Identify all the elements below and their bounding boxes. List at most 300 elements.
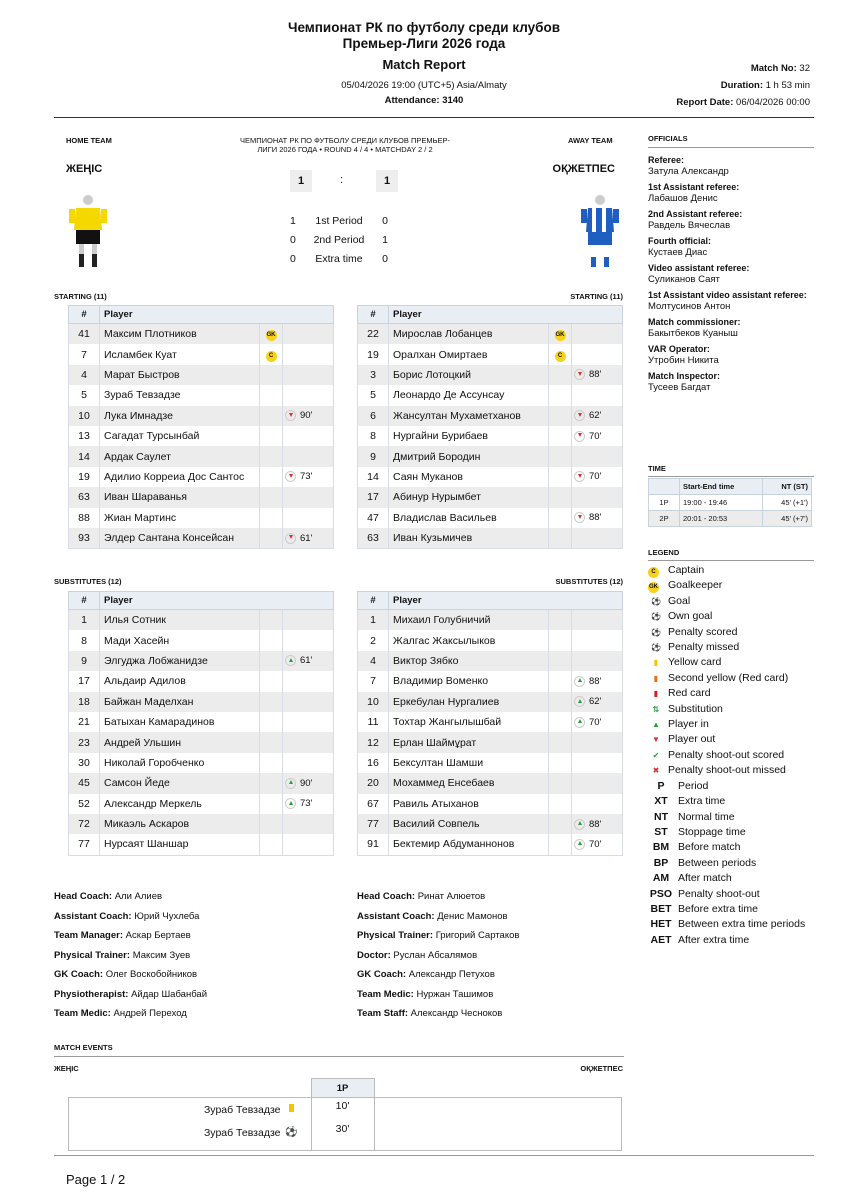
player-name: Дмитрий Бородин	[389, 446, 549, 466]
subs-home-label: SUBSTITUTES (12)	[54, 577, 122, 586]
player-number: 72	[69, 814, 100, 834]
legend-text: Substitution	[668, 702, 723, 715]
player-name: Михаил Голубничий	[389, 610, 549, 631]
col-player-header: Player	[389, 306, 623, 324]
events-spacer	[69, 1144, 312, 1151]
player-event	[572, 732, 623, 752]
goalkeeper-icon: GK	[266, 330, 277, 341]
legend-text: Goal	[668, 594, 691, 607]
event-minute: 61'	[300, 655, 313, 667]
events-header-row	[69, 1079, 622, 1098]
player-event	[283, 814, 334, 834]
player-mark	[260, 712, 283, 732]
table-row	[69, 671, 334, 691]
official-role: Fourth official:	[648, 236, 711, 246]
staff-name: Денис Мамонов	[437, 910, 508, 922]
event-minute: 61'	[300, 532, 313, 544]
table-row	[358, 324, 623, 345]
page-number: Page 1 / 2	[66, 1172, 126, 1187]
player-event	[572, 773, 623, 793]
period-home-score: 1	[290, 215, 296, 227]
captain-icon: C	[266, 351, 277, 362]
player-in-icon	[285, 655, 296, 666]
abbr-bm: BM	[652, 841, 670, 854]
table-row	[69, 712, 334, 732]
player-event	[572, 753, 623, 773]
time-header-row	[649, 479, 812, 495]
match-datetime: 05/04/2026 19:00 (UTC+5) Asia/Almaty	[341, 80, 507, 91]
player-number: 10	[69, 406, 100, 426]
player-mark	[260, 344, 283, 364]
official-name: Затула Александр	[648, 166, 729, 177]
period-away-score: 0	[382, 215, 388, 227]
player-number: 77	[69, 834, 100, 855]
event-minute: 62'	[589, 696, 602, 708]
player-mark	[549, 753, 572, 773]
player-mark	[260, 753, 283, 773]
player-name: Жансултан Мухаметханов	[389, 406, 549, 426]
player-out-icon	[574, 471, 585, 482]
event-minute: 70'	[589, 471, 602, 483]
legend-list	[648, 563, 818, 948]
period-home-score: 0	[290, 253, 296, 265]
official-role: 1st Assistant referee:	[648, 182, 740, 192]
staff-name: Максим Зуев	[132, 949, 191, 961]
home-kit-icon	[66, 192, 110, 272]
player-event	[572, 508, 623, 528]
player-event	[283, 528, 334, 549]
time-period: 1P	[649, 495, 680, 511]
legend-text: Captain	[668, 564, 705, 576]
time-row	[649, 511, 812, 527]
legend-item	[648, 933, 818, 948]
event-minute: 10'	[311, 1098, 374, 1122]
staff-role: Team Medic:	[54, 1008, 111, 1019]
col-number-header: #	[69, 306, 100, 324]
player-number: 47	[358, 508, 389, 528]
player-number: 16	[358, 753, 389, 773]
player-event	[283, 365, 334, 385]
player-mark	[549, 651, 572, 671]
player-out-icon	[285, 533, 296, 544]
player-in-icon	[574, 676, 585, 687]
player-out-icon	[574, 410, 585, 421]
player-number: 63	[358, 528, 389, 549]
official-role: 2nd Assistant referee:	[648, 209, 743, 219]
col-number-header: #	[69, 592, 100, 610]
player-mark	[549, 814, 572, 834]
event-away-cell	[374, 1121, 622, 1144]
legend-divider	[648, 560, 814, 561]
table-row	[69, 692, 334, 712]
legend-item	[648, 810, 818, 825]
legend-item	[648, 686, 818, 701]
events-home-team: ЖЕҢІС	[54, 1064, 79, 1073]
table-row	[358, 692, 623, 712]
player-mark	[260, 671, 283, 691]
player-in-icon: ▲	[652, 720, 660, 730]
official-name: Суликанов Саят	[648, 274, 720, 285]
starting-away-label: STARTING (11)	[570, 292, 623, 301]
player-number: 20	[358, 773, 389, 793]
legend-text: Penalty scored	[668, 625, 738, 638]
player-name: Николай Горобченко	[100, 753, 260, 773]
player-event	[283, 406, 334, 426]
legend-text: Yellow card	[668, 656, 722, 669]
player-number: 91	[358, 834, 389, 855]
player-mark	[260, 610, 283, 631]
player-name: Байжан Маделхан	[100, 692, 260, 712]
player-event	[283, 692, 334, 712]
player-event	[283, 487, 334, 507]
staff-row	[357, 946, 519, 966]
table-header-row	[358, 592, 623, 610]
legend-item	[648, 578, 818, 593]
legend-text: After extra time	[678, 933, 750, 946]
starting-home-label: STARTING (11)	[54, 292, 107, 301]
legend-item	[648, 655, 818, 670]
match-no: Match No: 32	[750, 63, 810, 74]
header-divider	[54, 117, 814, 118]
player-mark	[260, 324, 283, 345]
player-name: Виктор Зябко	[389, 651, 549, 671]
events-period: 1P	[311, 1079, 374, 1098]
abbr-xt: XT	[654, 795, 668, 808]
player-number: 5	[358, 385, 389, 405]
shootout-missed-icon: ✖	[652, 766, 660, 776]
col-number-header: #	[358, 592, 389, 610]
player-number: 77	[358, 814, 389, 834]
player-name: Зураб Тевзадзе	[100, 385, 260, 405]
legend-title: LEGEND	[648, 548, 680, 557]
abbr-pso: PSO	[649, 887, 673, 900]
staff-name: Руслан Абсалямов	[393, 949, 478, 961]
abbr-nt: NT	[654, 810, 668, 823]
penalty-scored-icon: ⚽	[651, 627, 661, 637]
official-name: Утробин Никита	[648, 355, 719, 366]
player-number: 93	[69, 528, 100, 549]
player-number: 5	[69, 385, 100, 405]
period-away-score: 1	[382, 234, 388, 246]
staff-name: Ринат Алюетов	[417, 891, 486, 902]
table-row	[358, 610, 623, 631]
official-role: Video assistant referee:	[648, 263, 750, 273]
away-subs-table	[357, 591, 623, 856]
events-divider	[54, 1056, 624, 1057]
player-number: 7	[358, 671, 389, 691]
player-event	[283, 773, 334, 793]
player-event	[572, 365, 623, 385]
official-name: Молтусинов Антон	[648, 301, 731, 312]
event-player: Зураб Тевзадзе	[203, 1103, 281, 1116]
time-col-range: Start-End time	[680, 479, 763, 495]
staff-row	[357, 1004, 519, 1024]
player-mark	[549, 671, 572, 691]
staff-role: Head Coach:	[54, 891, 113, 902]
abbr-het: HET	[650, 918, 672, 931]
player-name: Илья Сотник	[100, 610, 260, 631]
away-staff	[357, 887, 519, 1024]
player-name: Ерлан Шаймұрат	[389, 732, 549, 752]
table-row	[358, 834, 623, 855]
abbr-am: AM	[652, 872, 670, 885]
event-row	[69, 1121, 622, 1144]
table-row	[358, 446, 623, 466]
player-name: Нургайни Бурибаев	[389, 426, 549, 446]
event-minute: 30'	[311, 1121, 374, 1144]
away-team-name: ОҚЖЕТПЕС	[552, 163, 615, 175]
player-mark	[549, 630, 572, 650]
table-row	[69, 732, 334, 752]
event-minute: 70'	[589, 716, 602, 728]
player-event	[572, 834, 623, 855]
table-row	[358, 814, 623, 834]
player-name: Андрей Ульшин	[100, 732, 260, 752]
substitution-icon: ⇅	[652, 704, 660, 714]
player-mark	[260, 794, 283, 814]
legend-item	[648, 594, 818, 609]
officials-title: OFFICIALS	[648, 134, 688, 143]
player-name: Мади Хасейн	[100, 630, 260, 650]
staff-role: Assistant Coach:	[357, 910, 435, 922]
player-event	[283, 671, 334, 691]
abbr-bet: BET	[650, 902, 672, 915]
player-event	[283, 344, 334, 364]
player-mark	[260, 487, 283, 507]
time-col-period	[649, 479, 680, 495]
player-name: Еркебулан Нургалиев	[389, 692, 549, 712]
away-kit-icon	[578, 192, 622, 272]
player-number: 41	[69, 324, 100, 345]
player-event	[572, 426, 623, 446]
player-name: Нурсаят Шаншар	[100, 834, 260, 855]
event-minute: 88'	[589, 818, 602, 830]
captain-icon: C	[555, 351, 566, 362]
table-row	[69, 385, 334, 405]
period-label: Extra time	[315, 253, 363, 265]
officials-divider	[648, 147, 814, 148]
event-minute: 90'	[300, 410, 313, 422]
penalty-missed-icon: ⚽	[651, 643, 661, 653]
table-row	[69, 324, 334, 345]
event-minute: 88'	[589, 369, 602, 381]
legend-item	[648, 825, 818, 840]
player-name: Абинур Нурымбет	[389, 487, 549, 507]
player-in-icon	[574, 717, 585, 728]
abbr-st: ST	[654, 825, 668, 838]
period-away-score: 0	[382, 253, 388, 265]
time-nt: 45' (+7')	[763, 511, 812, 527]
event-minute: 73'	[300, 798, 313, 810]
staff-role: Physiotherapist:	[54, 988, 129, 1000]
player-event	[572, 630, 623, 650]
home-starting-table	[68, 305, 334, 549]
player-event	[572, 712, 623, 732]
legend-text: Red card	[668, 687, 711, 700]
staff-name: Юрий Чухлеба	[134, 910, 200, 922]
event-minute: 88'	[589, 675, 602, 687]
player-number: 2	[358, 630, 389, 650]
player-number: 9	[69, 651, 100, 671]
player-mark	[549, 426, 572, 446]
player-event	[283, 467, 334, 487]
legend-text: Normal time	[678, 810, 735, 823]
player-event	[572, 344, 623, 364]
player-number: 12	[358, 732, 389, 752]
player-event	[572, 651, 623, 671]
player-out-icon	[574, 512, 585, 523]
player-number: 3	[358, 365, 389, 385]
goalkeeper-icon: GK	[555, 330, 566, 341]
col-player-header: Player	[389, 592, 623, 610]
table-header-row	[69, 306, 334, 324]
events-spacer	[311, 1144, 374, 1151]
player-mark	[260, 508, 283, 528]
player-name: Владимир Воменко	[389, 671, 549, 691]
player-number: 8	[69, 630, 100, 650]
legend-item	[648, 887, 818, 902]
staff-name: Александр Петухов	[408, 969, 495, 980]
player-mark	[549, 324, 572, 345]
player-in-icon	[285, 778, 296, 789]
table-header-row	[69, 592, 334, 610]
period-row	[290, 212, 400, 231]
home-subs-table	[68, 591, 334, 856]
player-name: Батыхан Камарадинов	[100, 712, 260, 732]
official-name: Лабашов Денис	[648, 193, 718, 204]
player-name: Мохаммед Енсебаев	[389, 773, 549, 793]
events-bottom-row	[69, 1144, 622, 1151]
player-number: 19	[358, 344, 389, 364]
legend-text: Stoppage time	[678, 825, 746, 838]
player-number: 7	[69, 344, 100, 364]
player-number: 22	[358, 324, 389, 345]
red-card-icon: ▮	[653, 689, 659, 699]
staff-role: Assistant Coach:	[54, 910, 132, 922]
player-event	[283, 610, 334, 631]
table-row	[358, 406, 623, 426]
officials-list	[648, 150, 818, 393]
legend-text: Own goal	[668, 610, 713, 623]
staff-role: Doctor:	[357, 949, 391, 961]
staff-role: Team Manager:	[54, 930, 123, 941]
player-event	[283, 630, 334, 650]
staff-role: Head Coach:	[357, 891, 416, 902]
player-number: 19	[69, 467, 100, 487]
report-date: Report Date: 06/04/2026 00:00	[676, 97, 810, 108]
player-mark	[549, 712, 572, 732]
staff-name: Александр Чесноков	[410, 1008, 503, 1019]
legend-text: Player in	[668, 718, 709, 731]
player-name: Сагадат Турсынбай	[100, 426, 260, 446]
staff-row	[54, 965, 207, 985]
legend-item	[648, 625, 818, 640]
captain-icon: C	[648, 567, 659, 578]
period-label: 2nd Period	[313, 234, 365, 246]
player-name: Микаэль Аскаров	[100, 814, 260, 834]
legend-text: Second yellow (Red card)	[668, 671, 789, 684]
player-event	[572, 467, 623, 487]
player-mark	[260, 692, 283, 712]
player-number: 63	[69, 487, 100, 507]
official-role: Match Inspector:	[648, 371, 721, 381]
player-mark	[549, 365, 572, 385]
player-number: 13	[69, 426, 100, 446]
player-name: Альдаир Адилов	[100, 671, 260, 691]
events-home-col	[69, 1079, 312, 1098]
staff-row	[54, 926, 207, 946]
match-events-label: MATCH EVENTS	[54, 1043, 113, 1052]
player-name: Александр Меркель	[100, 794, 260, 814]
player-name: Адилио Корреиа Дос Сантос	[100, 467, 260, 487]
player-mark	[260, 528, 283, 549]
table-row	[358, 344, 623, 364]
player-mark	[549, 487, 572, 507]
official-role: VAR Operator:	[648, 344, 710, 354]
staff-row	[357, 907, 519, 927]
player-number: 10	[358, 692, 389, 712]
yellow-card-icon: ▮	[653, 658, 659, 668]
time-table	[648, 478, 812, 527]
player-mark	[260, 630, 283, 650]
legend-text: Penalty shoot-out	[678, 887, 760, 900]
staff-name: Андрей Переход	[113, 1008, 187, 1019]
table-row	[69, 528, 334, 549]
player-mark	[549, 773, 572, 793]
player-number: 9	[358, 446, 389, 466]
legend-text: Between extra time periods	[678, 918, 806, 931]
legend-text: Period	[678, 779, 709, 792]
events-table	[68, 1078, 622, 1151]
player-name: Леонардо Де Ассунсау	[389, 385, 549, 405]
player-in-icon	[285, 798, 296, 809]
legend-item	[648, 702, 818, 717]
staff-name: Олег Воскобойников	[105, 969, 198, 980]
table-row	[358, 508, 623, 528]
player-mark	[260, 426, 283, 446]
player-event	[283, 385, 334, 405]
table-row	[69, 630, 334, 650]
player-out-icon	[574, 431, 585, 442]
legend-item	[648, 902, 818, 917]
period-scores	[290, 212, 400, 269]
staff-row	[357, 887, 519, 907]
player-mark	[260, 365, 283, 385]
table-row	[69, 651, 334, 671]
legend-text: After match	[678, 872, 732, 885]
time-period: 2P	[649, 511, 680, 527]
player-mark	[549, 508, 572, 528]
player-event	[283, 712, 334, 732]
table-row	[358, 365, 623, 385]
player-event	[572, 671, 623, 691]
player-mark	[549, 834, 572, 855]
player-name: Владислав Васильев	[389, 508, 549, 528]
player-number: 8	[358, 426, 389, 446]
table-row	[69, 426, 334, 446]
abbr-aet: AET	[650, 933, 672, 946]
player-name: Максим Плотников	[100, 324, 260, 345]
player-name: Саян Муканов	[389, 467, 549, 487]
player-name: Бексултан Шамши	[389, 753, 549, 773]
staff-name: Григорий Сартаков	[435, 930, 520, 941]
home-team-label: HOME TEAM	[66, 136, 112, 145]
attendance: Attendance: 3140	[384, 95, 464, 106]
legend-text: Goalkeeper	[668, 579, 723, 592]
staff-role: GK Coach:	[54, 969, 104, 980]
player-event	[572, 487, 623, 507]
player-number: 14	[69, 446, 100, 466]
